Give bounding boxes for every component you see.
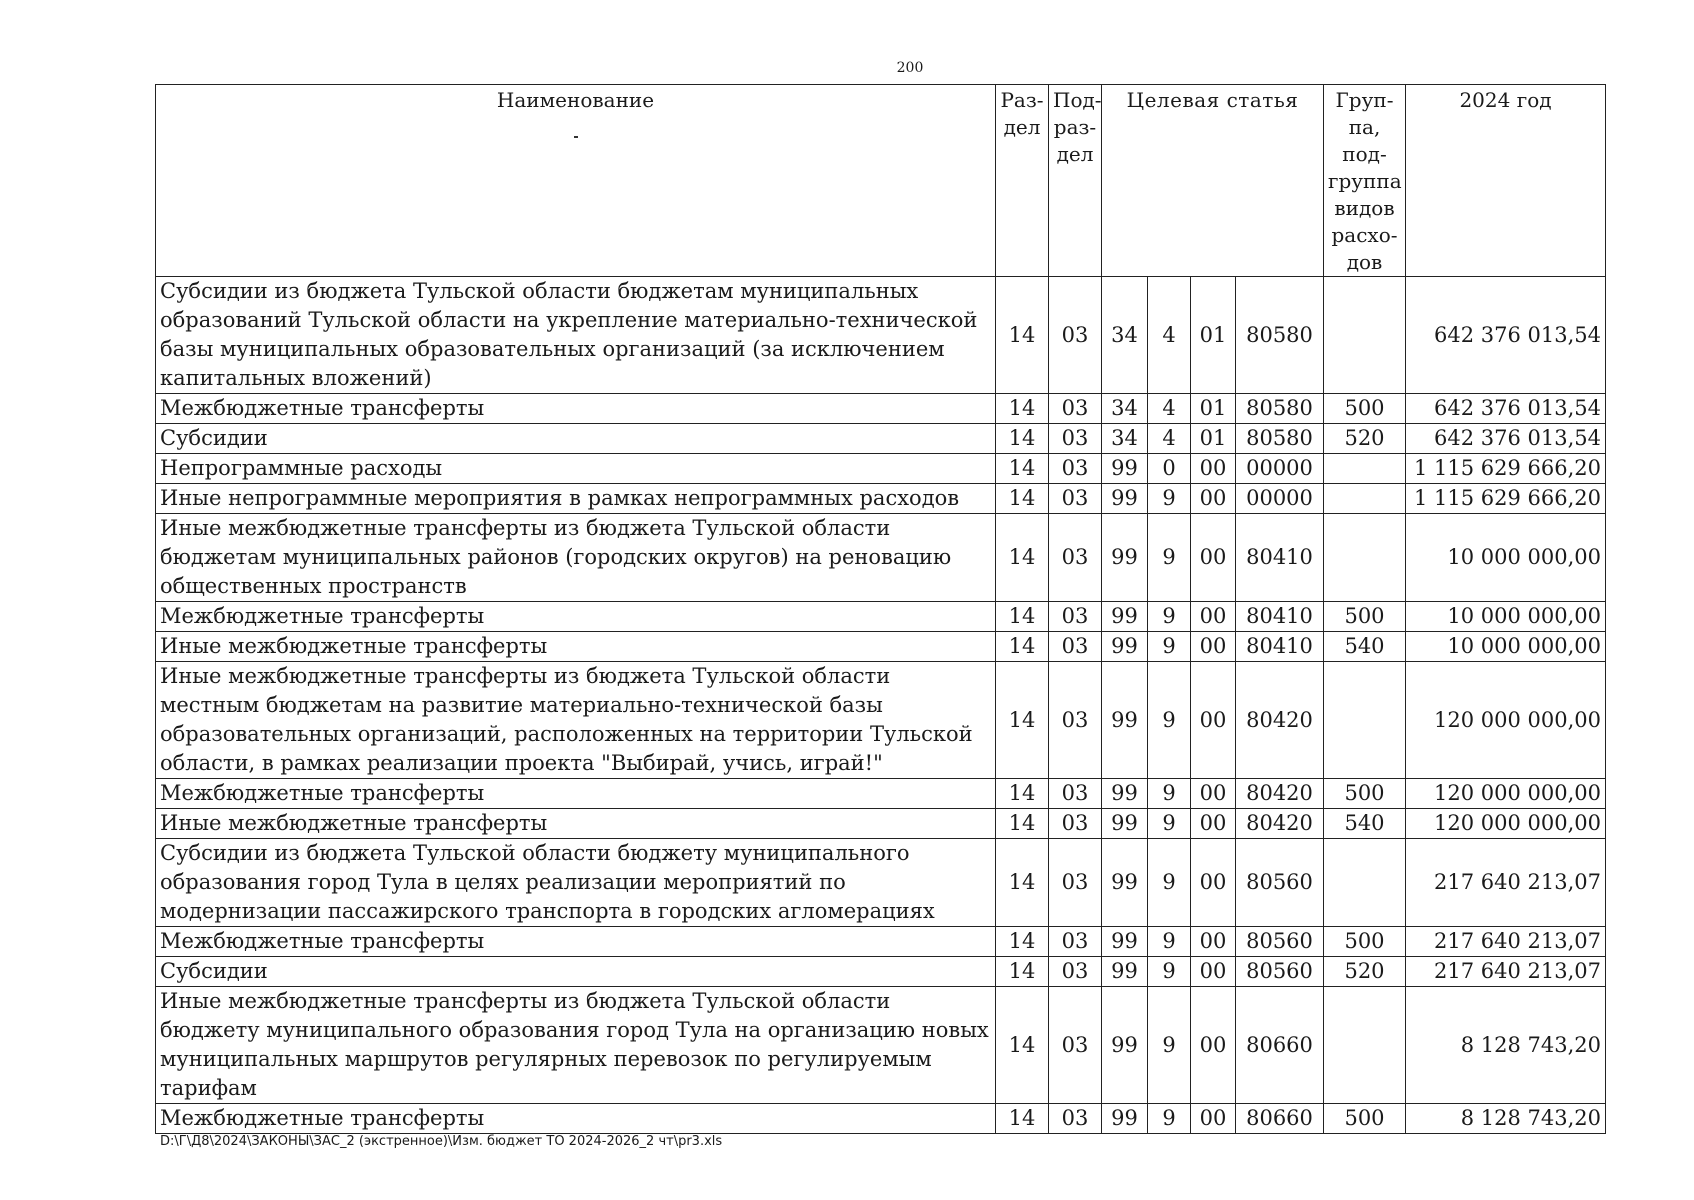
row-name: Межбюджетные трансферты — [156, 927, 996, 957]
row-target-subprogram: 00 — [1191, 779, 1236, 809]
row-target-direction: 80560 — [1236, 957, 1324, 987]
table-row — [156, 424, 1606, 454]
row-expense-group — [1324, 454, 1406, 484]
row-target-program: 99 — [1102, 454, 1148, 484]
row-target-direction: 80560 — [1236, 839, 1324, 927]
row-target-subprogram: 00 — [1191, 602, 1236, 632]
row-amount: 217 640 213,07 — [1406, 839, 1606, 927]
row-razdel: 14 — [996, 1104, 1049, 1134]
table-row — [156, 987, 1606, 1104]
row-target-program: 99 — [1102, 927, 1148, 957]
row-name: Субсидии из бюджета Тульской области бюджету муниципального образования город Тула в целях реализации мероприятий по модернизации пассажирского транспорта в городских агломерациях — [156, 839, 996, 927]
row-target-subprogram: 00 — [1191, 839, 1236, 927]
row-target-program: 99 — [1102, 632, 1148, 662]
row-expense-group — [1324, 839, 1406, 927]
row-target-type: 9 — [1148, 957, 1191, 987]
table-row — [156, 514, 1606, 602]
row-name: Иные межбюджетные трансферты из бюджета Тульской области бюджету муниципального образования город Тула на организацию новых муниципальных маршрутов регулярных перевозок по регулируемым тарифам — [156, 987, 996, 1104]
row-target-subprogram: 01 — [1191, 394, 1236, 424]
row-target-program: 99 — [1102, 484, 1148, 514]
row-razdel: 14 — [996, 394, 1049, 424]
row-amount: 1 115 629 666,20 — [1406, 484, 1606, 514]
row-podrazdel: 03 — [1049, 779, 1102, 809]
row-target-direction: 80420 — [1236, 662, 1324, 779]
row-razdel: 14 — [996, 484, 1049, 514]
row-expense-group: 540 — [1324, 809, 1406, 839]
row-target-type: 9 — [1148, 809, 1191, 839]
row-podrazdel: 03 — [1049, 927, 1102, 957]
row-amount: 10 000 000,00 — [1406, 632, 1606, 662]
row-name: Межбюджетные трансферты — [156, 394, 996, 424]
header-podrazdel: Под-раз-дел — [1049, 85, 1102, 277]
row-razdel: 14 — [996, 632, 1049, 662]
row-expense-group — [1324, 277, 1406, 394]
row-amount: 8 128 743,20 — [1406, 987, 1606, 1104]
row-razdel: 14 — [996, 809, 1049, 839]
row-target-direction: 80580 — [1236, 424, 1324, 454]
row-name: Субсидии из бюджета Тульской области бюджетам муниципальных образований Тульской области на укрепление материально-технической базы муниципальных образовательных организаций (за исключением капитальных вложений) — [156, 277, 996, 394]
row-target-subprogram: 00 — [1191, 987, 1236, 1104]
row-podrazdel: 03 — [1049, 484, 1102, 514]
row-razdel: 14 — [996, 277, 1049, 394]
row-podrazdel: 03 — [1049, 809, 1102, 839]
row-name: Субсидии — [156, 424, 996, 454]
row-target-subprogram: 00 — [1191, 514, 1236, 602]
row-expense-group: 520 — [1324, 957, 1406, 987]
row-expense-group — [1324, 484, 1406, 514]
row-target-type: 9 — [1148, 839, 1191, 927]
row-expense-group — [1324, 987, 1406, 1104]
row-amount: 120 000 000,00 — [1406, 809, 1606, 839]
row-expense-group — [1324, 662, 1406, 779]
row-amount: 120 000 000,00 — [1406, 662, 1606, 779]
row-podrazdel: 03 — [1049, 1104, 1102, 1134]
header-name: Наименование — [156, 85, 996, 277]
table-header-row — [156, 85, 1606, 277]
row-target-type: 9 — [1148, 927, 1191, 957]
row-name: Субсидии — [156, 957, 996, 987]
row-amount: 120 000 000,00 — [1406, 779, 1606, 809]
row-podrazdel: 03 — [1049, 632, 1102, 662]
row-target-program: 99 — [1102, 602, 1148, 632]
table-row — [156, 484, 1606, 514]
row-target-subprogram: 00 — [1191, 927, 1236, 957]
row-amount: 1 115 629 666,20 — [1406, 454, 1606, 484]
row-podrazdel: 03 — [1049, 424, 1102, 454]
row-podrazdel: 03 — [1049, 454, 1102, 484]
row-target-direction: 80410 — [1236, 514, 1324, 602]
row-amount: 10 000 000,00 — [1406, 514, 1606, 602]
row-target-program: 99 — [1102, 662, 1148, 779]
row-razdel: 14 — [996, 454, 1049, 484]
row-target-program: 99 — [1102, 514, 1148, 602]
row-podrazdel: 03 — [1049, 514, 1102, 602]
row-expense-group: 500 — [1324, 1104, 1406, 1134]
row-target-type: 9 — [1148, 632, 1191, 662]
row-amount: 642 376 013,54 — [1406, 394, 1606, 424]
row-target-type: 9 — [1148, 779, 1191, 809]
row-target-subprogram: 00 — [1191, 662, 1236, 779]
row-expense-group: 520 — [1324, 424, 1406, 454]
row-podrazdel: 03 — [1049, 957, 1102, 987]
row-amount: 217 640 213,07 — [1406, 957, 1606, 987]
row-amount: 642 376 013,54 — [1406, 424, 1606, 454]
row-target-type: 9 — [1148, 987, 1191, 1104]
row-target-program: 99 — [1102, 839, 1148, 927]
row-expense-group: 500 — [1324, 779, 1406, 809]
row-target-type: 0 — [1148, 454, 1191, 484]
header-razdel: Раз-дел — [996, 85, 1049, 277]
row-name: Иные непрограммные мероприятия в рамках непрограммных расходов — [156, 484, 996, 514]
row-razdel: 14 — [996, 514, 1049, 602]
row-target-subprogram: 00 — [1191, 809, 1236, 839]
row-target-direction: 80580 — [1236, 277, 1324, 394]
row-target-direction: 80420 — [1236, 809, 1324, 839]
row-target-program: 99 — [1102, 987, 1148, 1104]
row-target-subprogram: 00 — [1191, 632, 1236, 662]
row-target-program: 99 — [1102, 779, 1148, 809]
table-row — [156, 1104, 1606, 1134]
row-name: Иные межбюджетные трансферты из бюджета Тульской области местным бюджетам на развитие материально-технической базы образовательных организаций, расположенных на территории Тульской области, в рамках реализации проекта "Выбирай, учись, играй!" — [156, 662, 996, 779]
header-expense-group: Груп-па, под-группа видов расхо-дов — [1324, 85, 1406, 277]
row-podrazdel: 03 — [1049, 277, 1102, 394]
row-name: Иные межбюджетные трансферты — [156, 632, 996, 662]
row-amount: 10 000 000,00 — [1406, 602, 1606, 632]
row-razdel: 14 — [996, 662, 1049, 779]
row-razdel: 14 — [996, 779, 1049, 809]
row-target-direction: 80410 — [1236, 632, 1324, 662]
table-body — [156, 277, 1606, 1134]
row-podrazdel: 03 — [1049, 839, 1102, 927]
row-expense-group: 540 — [1324, 632, 1406, 662]
row-name: Иные межбюджетные трансферты из бюджета Тульской области бюджетам муниципальных районов (городских округов) на реновацию общественных пространств — [156, 514, 996, 602]
table-row — [156, 602, 1606, 632]
row-expense-group: 500 — [1324, 394, 1406, 424]
row-amount: 642 376 013,54 — [1406, 277, 1606, 394]
file-path-footer: D:\Г\Д8\2024\ЗАКОНЫ\ЗАС_2 (экстренное)\Изм. бюджет ТО 2024-2026_2 чт\pr3.xls — [160, 1134, 723, 1149]
budget-table — [155, 84, 1606, 1134]
row-razdel: 14 — [996, 839, 1049, 927]
row-target-type: 9 — [1148, 602, 1191, 632]
row-podrazdel: 03 — [1049, 394, 1102, 424]
row-target-direction: 00000 — [1236, 454, 1324, 484]
table-row — [156, 394, 1606, 424]
table-row — [156, 454, 1606, 484]
table-row — [156, 632, 1606, 662]
row-target-type: 4 — [1148, 424, 1191, 454]
row-target-type: 9 — [1148, 514, 1191, 602]
table-row — [156, 779, 1606, 809]
row-name: Межбюджетные трансферты — [156, 1104, 996, 1134]
row-target-direction: 80660 — [1236, 987, 1324, 1104]
row-target-subprogram: 01 — [1191, 424, 1236, 454]
row-podrazdel: 03 — [1049, 662, 1102, 779]
row-name: Непрограммные расходы — [156, 454, 996, 484]
row-expense-group — [1324, 514, 1406, 602]
table-row — [156, 277, 1606, 394]
row-target-type: 4 — [1148, 394, 1191, 424]
row-target-program: 34 — [1102, 394, 1148, 424]
row-target-subprogram: 00 — [1191, 1104, 1236, 1134]
row-razdel: 14 — [996, 987, 1049, 1104]
row-target-direction: 80580 — [1236, 394, 1324, 424]
header-target-article: Целевая статья — [1102, 85, 1324, 277]
row-expense-group: 500 — [1324, 927, 1406, 957]
row-target-type: 4 — [1148, 277, 1191, 394]
row-target-type: 9 — [1148, 484, 1191, 514]
table-row — [156, 809, 1606, 839]
row-target-direction: 80410 — [1236, 602, 1324, 632]
row-target-program: 99 — [1102, 957, 1148, 987]
row-target-type: 9 — [1148, 662, 1191, 779]
row-target-program: 99 — [1102, 1104, 1148, 1134]
header-year: 2024 год — [1406, 85, 1606, 277]
row-target-direction: 00000 — [1236, 484, 1324, 514]
table-row — [156, 662, 1606, 779]
table-row — [156, 839, 1606, 927]
row-target-type: 9 — [1148, 1104, 1191, 1134]
table-row — [156, 927, 1606, 957]
row-expense-group: 500 — [1324, 602, 1406, 632]
row-target-program: 99 — [1102, 809, 1148, 839]
row-target-subprogram: 00 — [1191, 957, 1236, 987]
row-podrazdel: 03 — [1049, 987, 1102, 1104]
row-target-subprogram: 01 — [1191, 277, 1236, 394]
row-podrazdel: 03 — [1049, 602, 1102, 632]
row-razdel: 14 — [996, 927, 1049, 957]
row-razdel: 14 — [996, 424, 1049, 454]
row-target-program: 34 — [1102, 424, 1148, 454]
row-amount: 8 128 743,20 — [1406, 1104, 1606, 1134]
row-target-subprogram: 00 — [1191, 454, 1236, 484]
row-amount: 217 640 213,07 — [1406, 927, 1606, 957]
row-target-subprogram: 00 — [1191, 484, 1236, 514]
row-name: Иные межбюджетные трансферты — [156, 809, 996, 839]
row-razdel: 14 — [996, 957, 1049, 987]
page-number: 200 — [896, 60, 924, 76]
table-row — [156, 957, 1606, 987]
row-target-direction: 80420 — [1236, 779, 1324, 809]
row-razdel: 14 — [996, 602, 1049, 632]
row-target-program: 34 — [1102, 277, 1148, 394]
row-target-direction: 80660 — [1236, 1104, 1324, 1134]
row-target-direction: 80560 — [1236, 927, 1324, 957]
row-name: Межбюджетные трансферты — [156, 602, 996, 632]
row-name: Межбюджетные трансферты — [156, 779, 996, 809]
